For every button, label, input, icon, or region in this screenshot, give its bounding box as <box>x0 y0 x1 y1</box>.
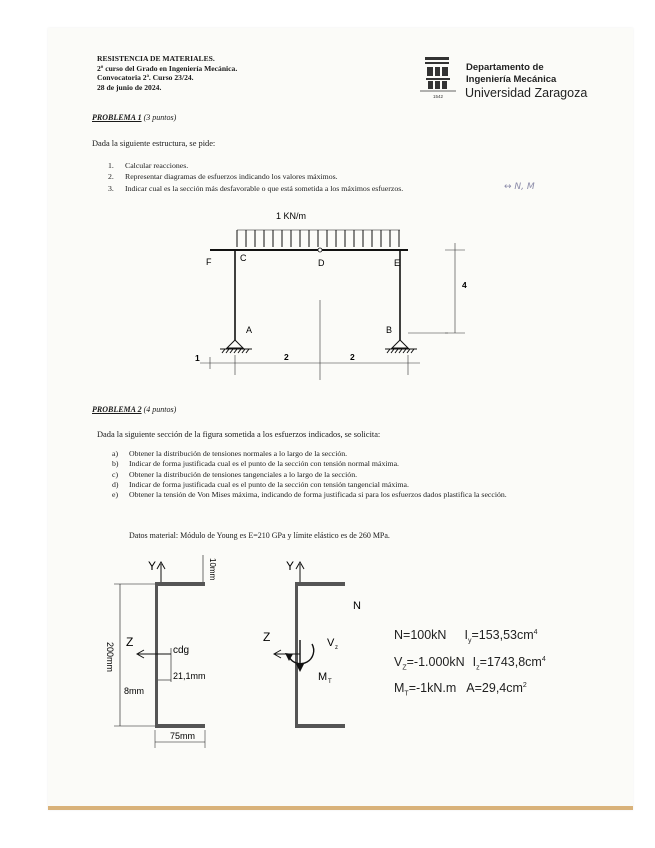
course-line: 28 de junio de 2024. <box>97 82 162 92</box>
svg-text:Y: Y <box>148 559 157 573</box>
dim-2-left: 2 <box>284 352 289 362</box>
legend-row: $V_Z=-1.000kN$ $I_z=1743,8cm^4$ <box>394 654 546 672</box>
svg-text:V: V <box>327 637 335 649</box>
course-line: RESISTENCIA DE MATERIALES. <box>97 54 215 63</box>
problem2-title <box>92 405 176 414</box>
department-name <box>466 62 556 85</box>
task-item: 3. Indicar cual es la sección más desfavorable o que está sometida a los máximos esfuerzos. <box>108 183 404 193</box>
node-b: B <box>386 325 393 335</box>
dept-line: Ingeniería Mecánica <box>466 73 557 85</box>
z-axis <box>126 635 171 658</box>
section-forces-diagram <box>255 552 375 737</box>
material-data: Datos material: Módulo de Young es E=210 GPa y límite elástico es de 260 MPa. <box>129 531 390 540</box>
legend-row: N=100kN $I_y=153,53cm^4$ <box>394 628 538 645</box>
problem2-intro: Dada la siguiente sección de la figura sometida a los esfuerzos indicados, se solicita: <box>97 430 381 439</box>
cdg-label: cdg <box>173 645 190 656</box>
task-item: 2. Representar diagramas de esfuerzos indicando los valores máximos. <box>108 172 338 182</box>
y-axis <box>148 559 165 584</box>
logo-year: 1542 <box>432 94 444 99</box>
dimension-lines <box>200 243 465 380</box>
svg-text:Z: Z <box>126 635 134 649</box>
course-line: 2º curso del Grado en Ingeniería Mecánica. <box>97 63 238 73</box>
problem2-tasks <box>112 449 567 500</box>
dim-cdg: 21,1mm <box>173 671 206 681</box>
mt-moment-arrow <box>285 644 332 685</box>
dept-line: Departamento de <box>466 62 544 73</box>
frame-structure-diagram <box>180 205 480 380</box>
problem2-label: PROBLEMA 2 <box>92 405 142 414</box>
support-a <box>220 340 252 353</box>
problem1-title <box>92 113 176 122</box>
section-properties <box>394 624 546 704</box>
node-e: E <box>394 258 401 268</box>
sheet-edge <box>48 806 633 810</box>
task-item: d) Indicar de forma justificada cual es el punto de la sección con tensión tangencial máxima. <box>112 479 409 489</box>
problem1-points: (3 puntos) <box>143 113 177 122</box>
svg-text:T: T <box>328 679 332 685</box>
task-item: a) Obtener la distribución de tensiones normales a lo largo de la sección. <box>112 449 348 458</box>
problem1-intro: Dada la siguiente estructura, se pide: <box>92 139 216 148</box>
svg-text:z: z <box>335 645 338 651</box>
n-label: N <box>353 600 361 612</box>
support-b <box>385 340 417 353</box>
node-f: F <box>206 257 212 267</box>
distributed-load-arrows <box>237 230 400 247</box>
task-item: b) Indicar de forma justificada cual es el punto de la sección con tensión normal máxima. <box>112 459 399 469</box>
hinge-d <box>318 248 322 252</box>
task-item: c) Obtener la distribución de tensiones tangenciales a lo largo de la sección. <box>112 469 358 479</box>
dim-4: 4 <box>462 280 467 290</box>
task-item: 1. Calcular reacciones. <box>108 161 189 170</box>
z-axis <box>263 630 300 658</box>
dim-flange: 10mm <box>208 558 217 581</box>
dim-width: 75mm <box>170 731 196 741</box>
handwritten-note: ↔ N, M <box>504 182 535 192</box>
channel-profile <box>295 582 345 728</box>
course-header <box>97 54 237 92</box>
node-c: C <box>240 253 247 263</box>
vz-arrow <box>296 637 338 672</box>
svg-text:M: M <box>318 671 328 683</box>
load-label: 1 KN/m <box>276 211 307 221</box>
svg-text:Y: Y <box>286 559 295 573</box>
channel-section-diagram <box>100 552 240 750</box>
dim-web: 8mm <box>124 686 144 696</box>
legend-row: $M_T=-1kN.m$ $A=29,4cm^2$ <box>394 681 527 698</box>
node-a: A <box>246 325 253 335</box>
university-logo <box>416 56 460 100</box>
dim-height: 200mm <box>105 642 115 673</box>
task-item: e) Obtener la tensión de Von Mises máxima, indicando de forma justificada si para los esfuerzos dados plastifica la sección. <box>112 490 507 500</box>
dim-1: 1 <box>195 353 200 363</box>
svg-text:Z: Z <box>263 630 271 644</box>
dim-2-right: 2 <box>350 352 355 362</box>
crest-icon <box>416 56 460 100</box>
course-line: Convocatoria 2ª. Curso 23/24. <box>97 73 194 83</box>
y-axis <box>286 559 304 584</box>
university-name: Universidad Zaragoza <box>465 86 588 100</box>
problem2-points: (4 puntos) <box>143 405 177 414</box>
problem1-label: PROBLEMA 1 <box>92 113 142 122</box>
node-d: D <box>318 258 325 268</box>
problem1-tasks <box>108 160 498 194</box>
